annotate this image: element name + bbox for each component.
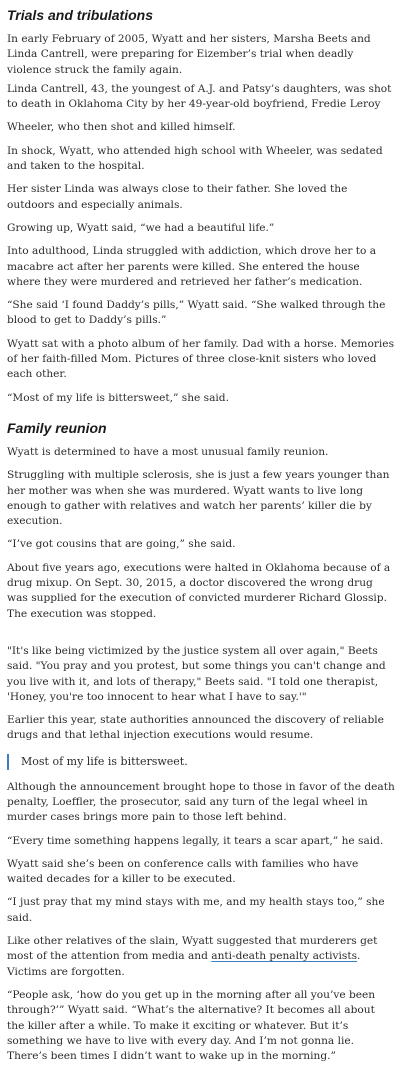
paragraph: Wyatt is determined to have a most unusual family reunion.	[7, 445, 329, 458]
paragraph: About five years ago, executions were halted in Oklahoma because of a drug mixup. On Sept. 30, 2015, a doctor discovered the wrong drug was supplied for the execution of convicted murderer Richard Glossip. The execution was stopped.	[7, 561, 391, 620]
paragraph: Wyatt said she’s been on conference calls with families who have waited decades for a killer to be executed.	[7, 857, 359, 886]
paragraph: “Every time something happens legally, it tears a scar apart,” he said.	[7, 834, 384, 847]
paragraph: "It's like being victimized by the justice system all over again," Beets said. "You pray and you protest, but some things you can't change and you live with it, and lots of therapy," Beets said. "I told one therapist, 'Honey, you're too innocent to hear what I have to say.'"	[7, 644, 386, 703]
paragraph: Wyatt sat with a photo album of her family. Dad with a horse. Memories of her faith-filled Mom. Pictures of three close-knit sisters who loved each other.	[7, 337, 395, 381]
link-paragraph-after: . Victims are forgotten.	[7, 950, 361, 978]
pull-quote-text: Most of my life is bittersweet.	[21, 755, 188, 769]
article-body	[7, 6, 395, 1072]
paragraph: “I just pray that my mind stays with me, and my health stays too,” she said.	[7, 896, 385, 924]
paragraph: “People ask, ‘how do you get up in the morning after all you’ve been through?’” Wyatt said. “What’s the alternative? It becomes all about the killer after a while. To make it exciting or whatever. But it’s something we have to live with every day. And I’m not gonna lie. There’s been times I didn’t want to wake up in the morning.”	[7, 988, 376, 1063]
paragraph: Her sister Linda was always close to their father. She loved the outdoors and especially animals.	[7, 183, 348, 211]
paragraph-with-link	[7, 934, 395, 980]
paragraph: Growing up, Wyatt said, “we had a beautiful life.”	[7, 221, 275, 234]
paragraph: Earlier this year, state authorities announced the discovery of reliable drugs and that lethal injection executions would resume.	[7, 714, 384, 742]
paragraph: Wheeler, who then shot and killed himself.	[7, 121, 236, 134]
pull-quote-bar	[7, 754, 9, 770]
anti-death-penalty-activists-link[interactable]: anti-death penalty activists	[211, 950, 358, 963]
paragraph: Struggling with multiple sclerosis, she is just a few years younger than her mother was when she was murdered. Wyatt wants to live long enough to gather with relatives and watch her parents’ killer die by execution.	[7, 469, 390, 528]
paragraph: “Most of my life is bittersweet,” she said.	[7, 391, 229, 404]
paragraph: In early February of 2005, Wyatt and her sisters, Marsha Beets and Linda Cantrell, were preparing for Eizember’s trial when deadly violence struck the family again.	[7, 33, 371, 76]
link-paragraph-before: Like other relatives of the slain, Wyatt suggested that murderers get most of the attention from media and	[7, 935, 378, 963]
section-heading-trials: Trials and tribulations	[7, 7, 153, 23]
paragraph: “I’ve got cousins that are going,” she said.	[7, 538, 236, 551]
paragraph: Although the announcement brought hope to those in favor of the death penalty, Loeffler, the prosecutor, said any turn of the legal wheel in murder cases brings more pain to those left behind.	[7, 780, 395, 824]
section-heading-family-reunion: Family reunion	[7, 419, 107, 436]
paragraph: Into adulthood, Linda struggled with addiction, which drove her to a macabre act after her parents were killed. She entered the house where they were murdered and retrieved her father’s medication.	[7, 245, 377, 288]
paragraph: “She said ‘I found Daddy’s pills,” Wyatt said. “She walked through the blood to get to Daddy’s pills.”	[7, 299, 386, 327]
paragraph: In shock, Wyatt, who attended high school with Wheeler, was sedated and taken to the hospital.	[7, 144, 383, 173]
pull-quote	[7, 754, 395, 770]
paragraph: Linda Cantrell, 43, the youngest of A.J. and Patsy’s daughters, was shot to death in Oklahoma City by her 49-year-old boyfriend, Fredie Leroy	[7, 82, 392, 111]
